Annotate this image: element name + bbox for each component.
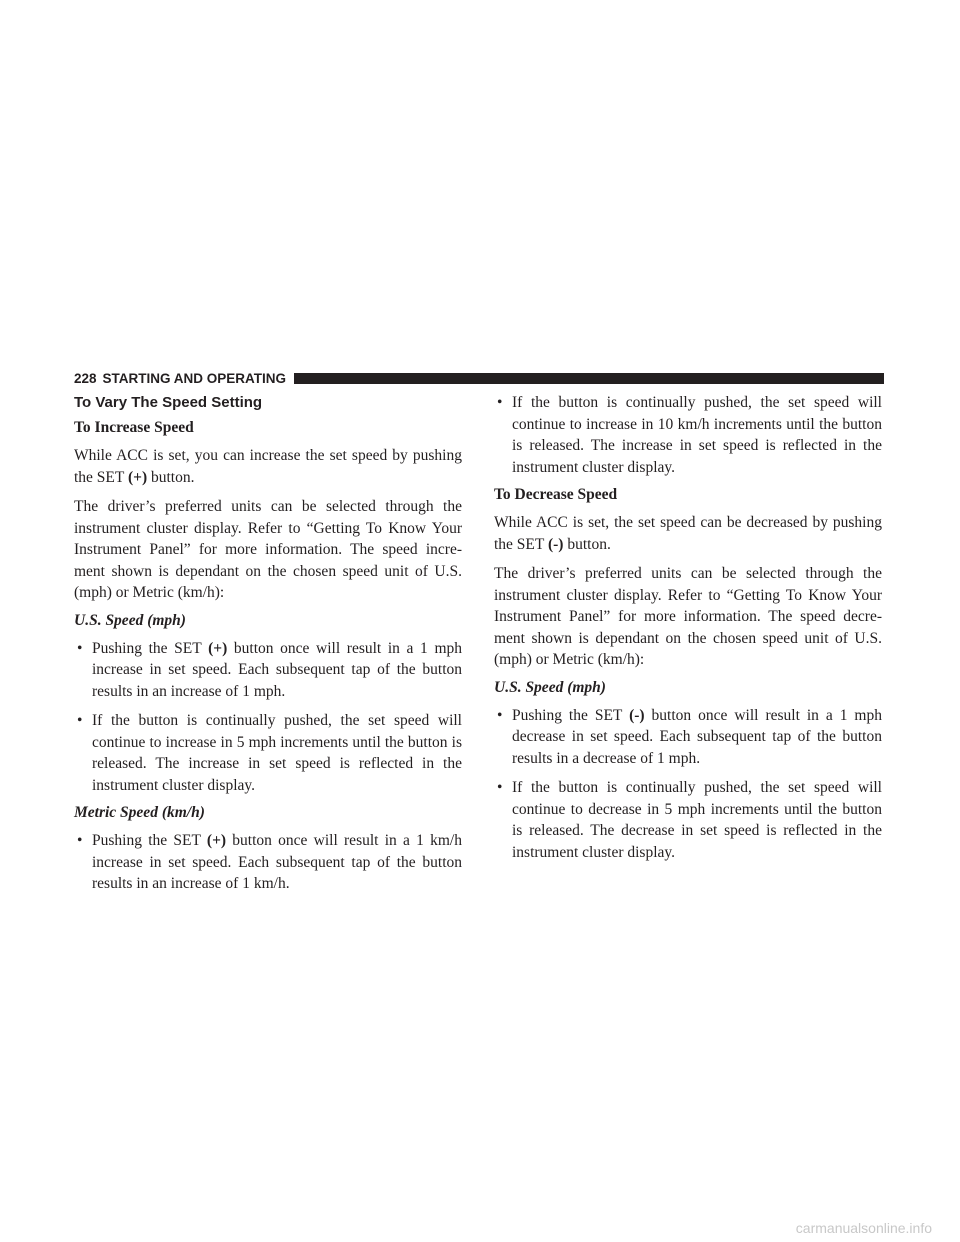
- list-item: [494, 705, 882, 770]
- text-span: While ACC is set, you can increase the set speed by pushing the SET: [74, 447, 462, 486]
- header-rule: [294, 373, 884, 384]
- left-column: [74, 392, 462, 903]
- decrease-intro-paragraph: [494, 512, 882, 555]
- text-span: button once will result in a 1 mph decrease in set speed. Each subsequent tap of the button results in a decrease of 1 mph.: [512, 706, 882, 767]
- bullet: •: [77, 639, 83, 657]
- increase-speed-heading: To Increase Speed: [74, 419, 194, 436]
- bullet: •: [77, 832, 83, 849]
- bullet: •: [77, 712, 83, 729]
- set-plus-label: (+): [206, 832, 227, 849]
- list-item: [494, 777, 882, 863]
- set-plus-label: (+): [127, 468, 148, 486]
- metric-speed-heading: Metric Speed (km/h): [74, 804, 205, 821]
- list-item: [494, 392, 882, 478]
- text-span: button once will result in a 1 km/h increase in set speed. Each subsequent tap of the button results in an increase of 1 km/h.: [92, 832, 462, 892]
- bullet: •: [497, 394, 503, 411]
- list-item: [74, 638, 462, 703]
- set-minus-label: (-): [629, 706, 645, 724]
- bullet: •: [497, 706, 503, 724]
- text-span: button once will result in a 1 mph increase in set speed. Each subsequent tap of the button results in an increase of 1 mph.: [92, 639, 463, 700]
- bullet: •: [497, 779, 503, 796]
- metric-increase-list: [74, 830, 462, 895]
- page-header: [74, 368, 884, 388]
- page-number: 228: [74, 370, 97, 386]
- text-span: If the button is continually pushed, the set speed will continue to increase in 5 mph increments until the button is released. The increase in set speed is reflected in the instrument cluster display.: [92, 712, 462, 794]
- metric-increase-list-continued: [494, 392, 882, 478]
- decrease-speed-heading: To Decrease Speed: [494, 486, 618, 503]
- text-span: If the button is continually pushed, the set speed will continue to decrease in 5 mph increments until the button is released. The decrease in set speed is reflected in the instrument cluster display.: [512, 779, 882, 861]
- text-span: Pushing the SET: [92, 639, 209, 657]
- us-decrease-list: [494, 705, 882, 864]
- right-column: [494, 392, 882, 871]
- us-increase-list: [74, 638, 462, 797]
- us-speed-heading: U.S. Speed (mph): [494, 678, 606, 696]
- text-span: Pushing the SET: [92, 832, 207, 849]
- list-item: [74, 830, 462, 895]
- text-span: button.: [147, 468, 195, 486]
- us-speed-heading: U.S. Speed (mph): [74, 611, 186, 629]
- text-span: If the button is continually pushed, the set speed will continue to increase in 10 km/h increments until the button is released. The increase in set speed is reflected in the instrument cluster display.: [512, 394, 882, 476]
- text-span: Pushing the SET: [512, 706, 630, 724]
- section-title: STARTING AND OPERATING: [102, 370, 287, 386]
- list-item: [74, 710, 462, 796]
- set-plus-label: (+): [208, 639, 228, 657]
- text-span: While ACC is set, the set speed can be decreased by pushing the SET: [494, 514, 882, 553]
- increase-intro-paragraph: [74, 445, 462, 488]
- section-heading: To Vary The Speed Setting: [74, 394, 263, 411]
- watermark: carmanualsonline.info: [795, 1220, 932, 1236]
- units-paragraph: The driver’s preferred units can be selected through the instrument cluster display. Refer to “Getting To Know Your Instrument Panel” for more information. The speed incre- ment shown is dependant on the chosen speed unit of U.S. (mph) or Metric (km/h):: [74, 498, 462, 601]
- text-span: button.: [563, 535, 611, 553]
- set-minus-label: (-): [547, 535, 564, 553]
- units-paragraph: The driver’s preferred units can be selected through the instrument cluster display. Refer to “Getting To Know Your Instrument Panel” for more information. The speed decre- ment shown is dependant on the chosen speed unit of U.S. (mph) or Metric (km/h):: [494, 565, 882, 668]
